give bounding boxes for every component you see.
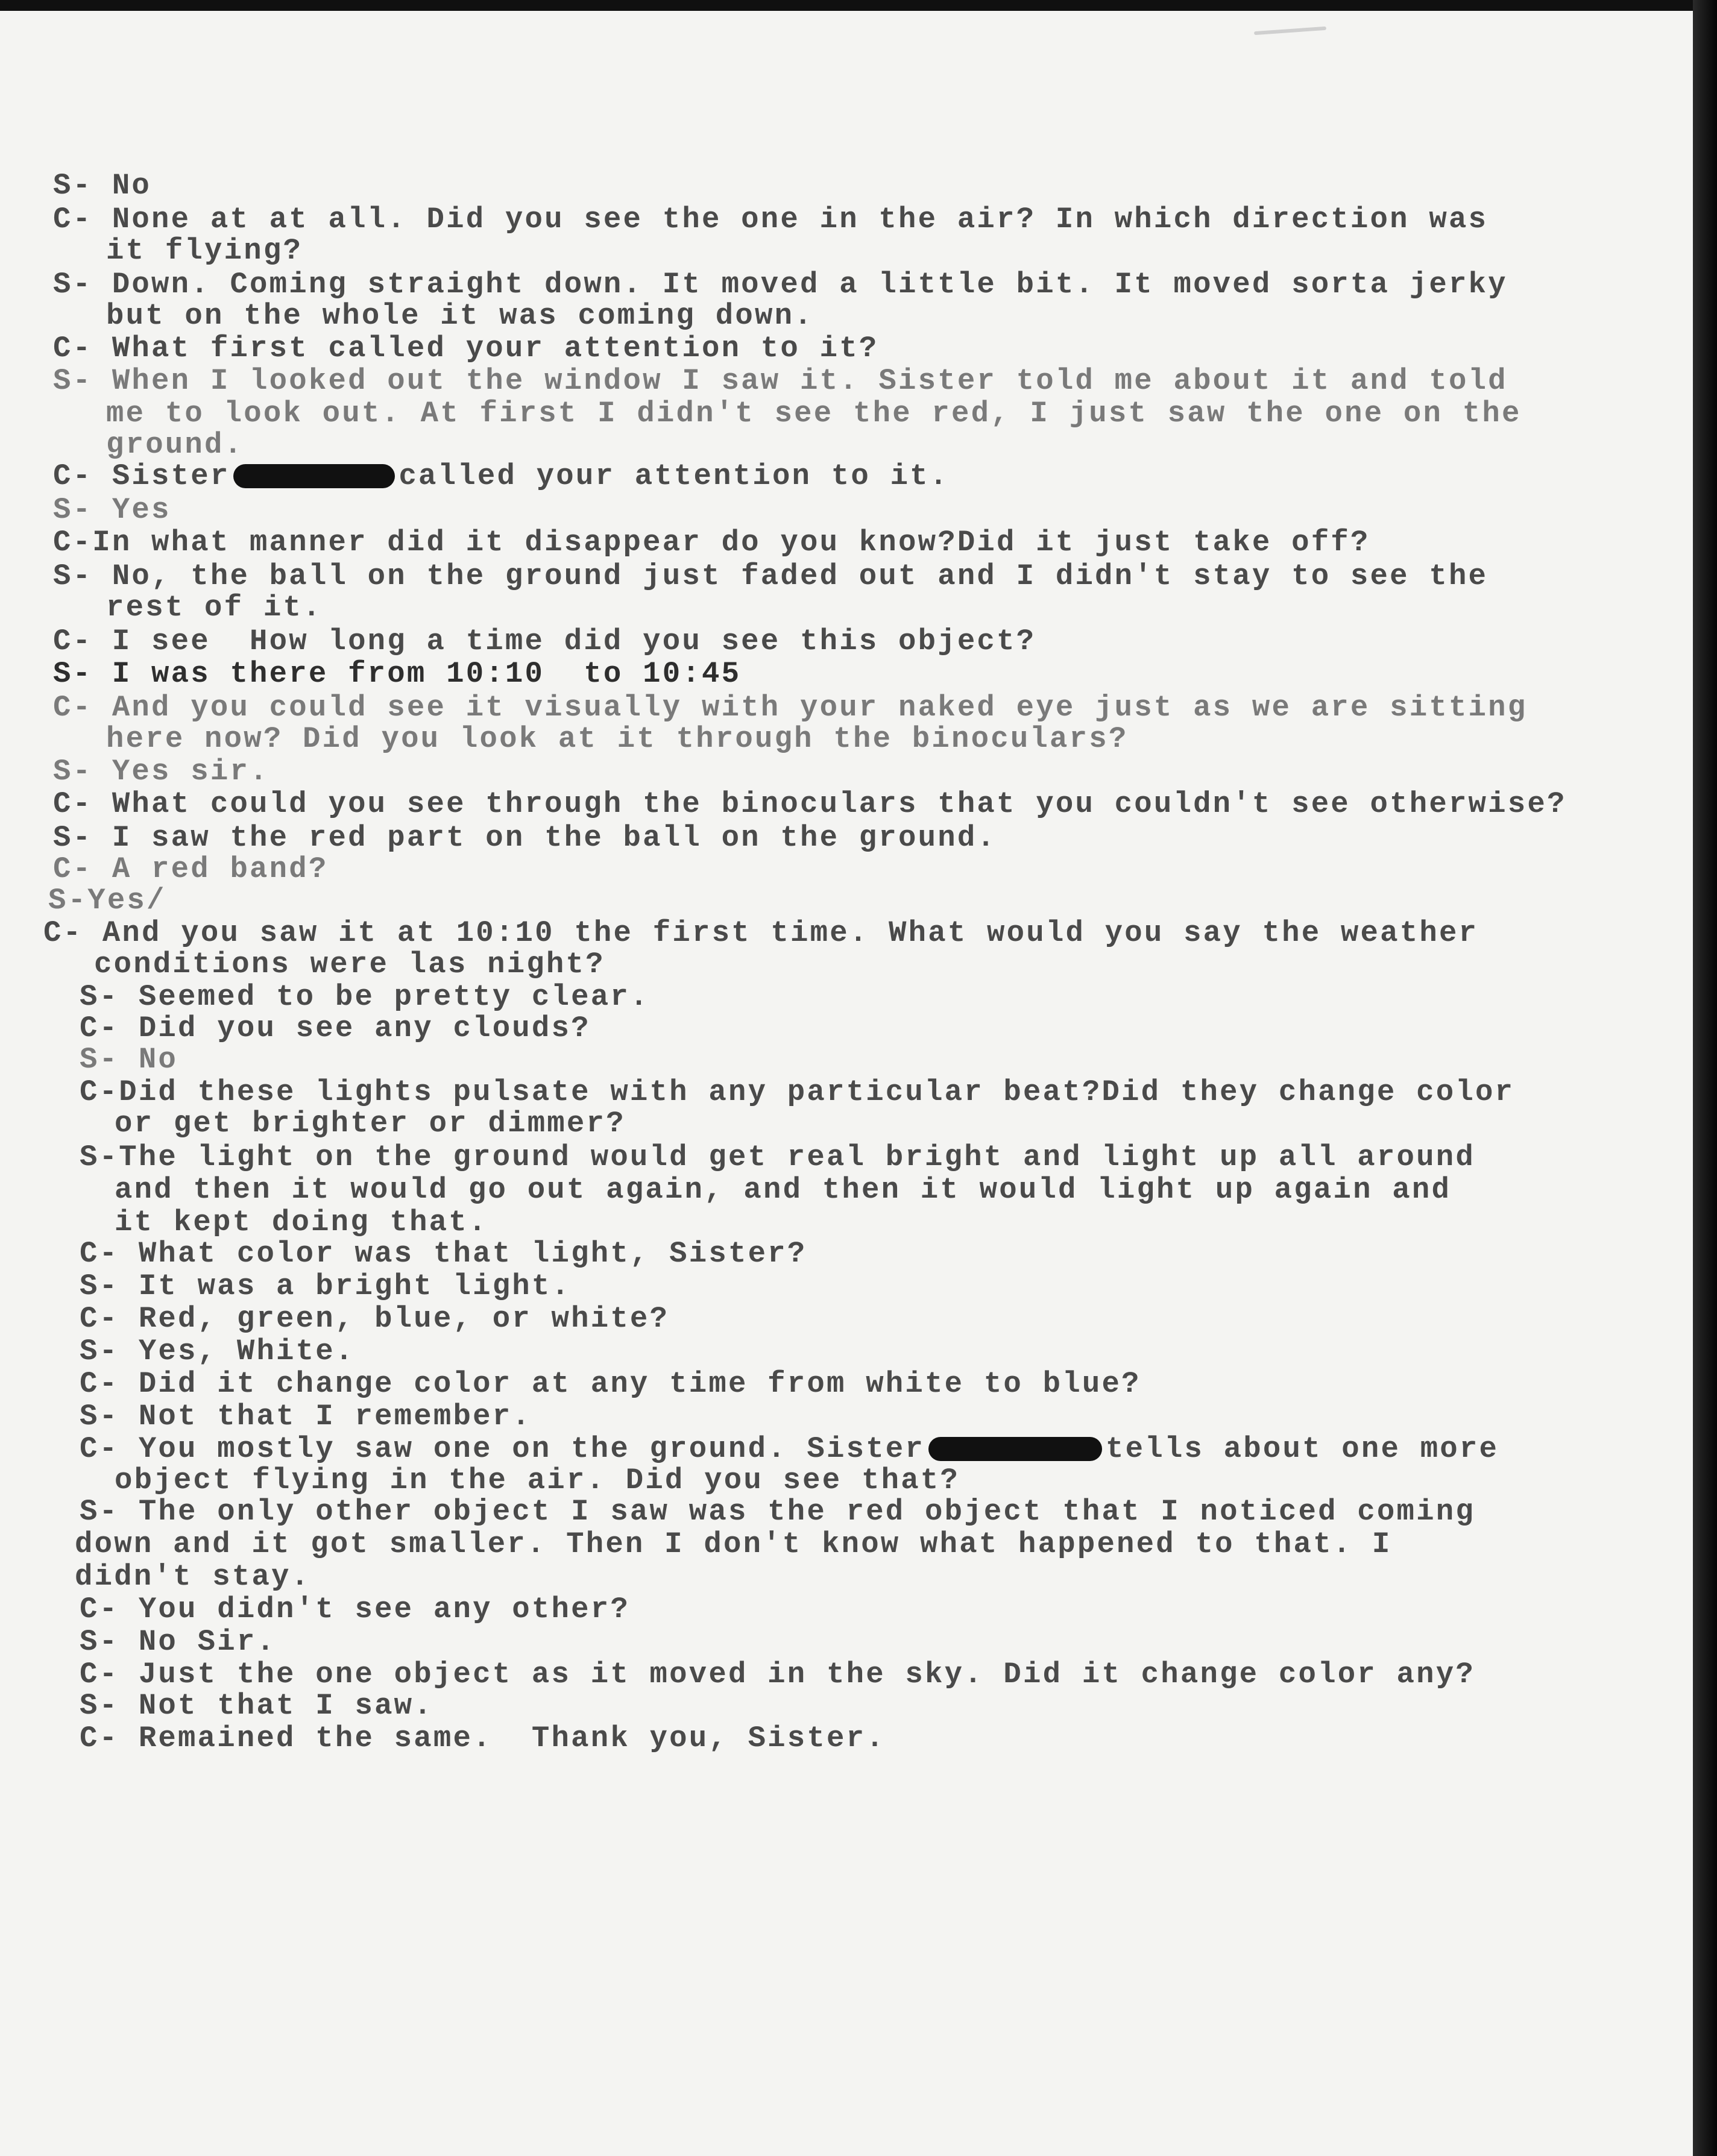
transcript-line-with-redaction bbox=[53, 459, 949, 493]
transcript-line-with-redaction bbox=[80, 1432, 1499, 1466]
transcript-line: C- None at at all. Did you see the one in the air? In which direction was bbox=[53, 203, 1489, 236]
transcript-line: S- Yes bbox=[53, 493, 171, 527]
transcript-line: rest of it. bbox=[106, 591, 323, 624]
transcript-line: S-The light on the ground would get real bright and light up all around bbox=[80, 1140, 1475, 1174]
transcript-line: S- Seemed to be pretty clear. bbox=[80, 980, 650, 1014]
transcript-line: and then it would go out again, and then it would light up again and bbox=[115, 1173, 1452, 1207]
transcript-line: C- Did it change color at any time from white to blue? bbox=[80, 1367, 1141, 1401]
transcript-line: ground. bbox=[106, 428, 244, 462]
transcript-line: S- Down. Coming straight down. It moved a little bit. It moved sorta jerky bbox=[53, 268, 1508, 301]
redaction-mark bbox=[928, 1437, 1102, 1461]
transcript-line: C-In what manner did it disappear do you know?Did it just take off? bbox=[53, 526, 1370, 559]
transcript-line: S-Yes/ bbox=[48, 884, 166, 917]
transcript-line: S- No bbox=[53, 169, 152, 203]
transcript-line: C- You didn't see any other? bbox=[80, 1592, 630, 1626]
transcript-line: S- No, the ball on the ground just faded out and I didn't stay to see the bbox=[53, 559, 1489, 593]
transcript-line: down and it got smaller. Then I don't know what happened to that. I bbox=[75, 1527, 1392, 1561]
transcript-line-end: called your attention to it. bbox=[399, 459, 950, 493]
transcript-line: C- What color was that light, Sister? bbox=[80, 1237, 807, 1271]
transcript-line: C- What first called your attention to it? bbox=[53, 332, 879, 365]
document-page bbox=[0, 11, 1693, 2156]
transcript-line: object flying in the air. Did you see that? bbox=[115, 1463, 960, 1497]
redaction-mark bbox=[233, 464, 395, 488]
transcript-line: conditions were las night? bbox=[94, 948, 605, 981]
transcript-line: or get brighter or dimmer? bbox=[115, 1107, 626, 1140]
transcript-line: C- Did you see any clouds? bbox=[80, 1011, 591, 1045]
transcript-line: S- Yes sir. bbox=[53, 755, 269, 788]
interview-transcript bbox=[0, 11, 1693, 2156]
transcript-line: it flying? bbox=[106, 234, 303, 268]
transcript-line: S- Yes, White. bbox=[80, 1334, 355, 1368]
scan-border-right bbox=[1693, 0, 1717, 2156]
transcript-line: S- I saw the red part on the ball on the ground. bbox=[53, 821, 997, 855]
scan-border-top bbox=[0, 0, 1717, 11]
transcript-line: me to look out. At first I didn't see the red, I just saw the one on the bbox=[106, 397, 1522, 430]
transcript-line-end: tells about one more bbox=[1106, 1432, 1499, 1466]
transcript-line-start: C- You mostly saw one on the ground. Sister bbox=[80, 1432, 925, 1466]
transcript-line: C- Just the one object as it moved in the sky. Did it change color any? bbox=[80, 1658, 1475, 1691]
transcript-line: C- I see How long a time did you see this object? bbox=[53, 624, 1036, 658]
transcript-line: C- And you could see it visually with your naked eye just as we are sitting bbox=[53, 691, 1528, 724]
transcript-line: C- Remained the same. Thank you, Sister. bbox=[80, 1721, 886, 1755]
transcript-line: S- Not that I remember. bbox=[80, 1400, 532, 1433]
transcript-line: S- I was there from 10:10 to 10:45 bbox=[53, 657, 742, 691]
transcript-line: didn't stay. bbox=[75, 1560, 311, 1594]
transcript-line: C- What could you see through the binoculars that you couldn't see otherwise? bbox=[53, 787, 1567, 821]
transcript-line: it kept doing that. bbox=[115, 1205, 488, 1239]
transcript-line: S- No bbox=[80, 1043, 178, 1076]
transcript-line: C-Did these lights pulsate with any particular beat?Did they change color bbox=[80, 1075, 1515, 1109]
transcript-line: S- When I looked out the window I saw it. Sister told me about it and told bbox=[53, 364, 1508, 398]
transcript-line-start: C- Sister bbox=[53, 459, 230, 493]
transcript-line: but on the whole it was coming down. bbox=[106, 299, 814, 333]
transcript-line: C- A red band? bbox=[53, 852, 329, 886]
transcript-line: S- No Sir. bbox=[80, 1625, 277, 1659]
transcript-line: S- The only other object I saw was the red object that I noticed coming bbox=[80, 1495, 1475, 1529]
transcript-line: C- Red, green, blue, or white? bbox=[80, 1302, 670, 1336]
transcript-line: here now? Did you look at it through the binoculars? bbox=[106, 722, 1129, 756]
transcript-line: S- It was a bright light. bbox=[80, 1269, 572, 1303]
transcript-line: S- Not that I saw. bbox=[80, 1689, 433, 1723]
transcript-line: C- And you saw it at 10:10 the first time. What would you say the weather bbox=[43, 916, 1479, 950]
